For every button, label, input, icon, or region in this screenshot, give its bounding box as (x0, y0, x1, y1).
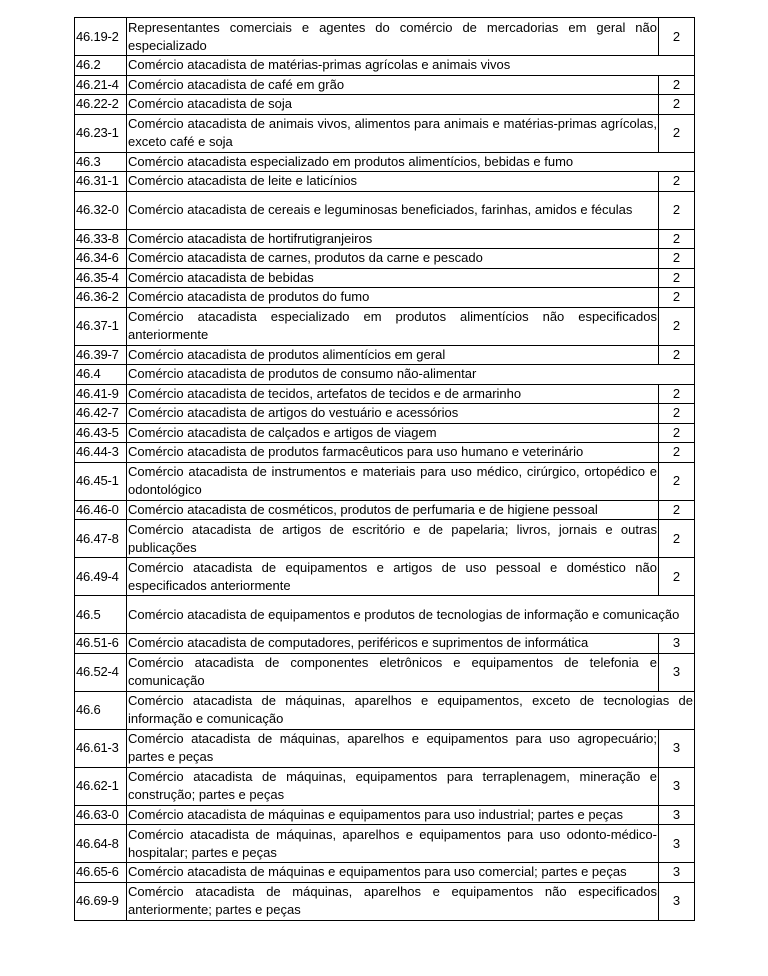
activity-code: 46.62-1 (75, 767, 127, 805)
activity-description: Comércio atacadista de componentes eletrônicos e equipamentos de telefonia e comunicação (127, 653, 659, 691)
table-row (75, 653, 695, 691)
risk-level: 3 (659, 653, 695, 691)
activity-description: Comércio atacadista de instrumentos e materiais para uso médico, cirúrgico, ortopédico e odontológico (127, 462, 659, 500)
risk-level: 2 (659, 229, 695, 249)
activity-code: 46.47-8 (75, 520, 127, 558)
activity-code: 46.42-7 (75, 404, 127, 424)
table-row (75, 229, 695, 249)
activity-code: 46.32-0 (75, 191, 127, 229)
activity-description: Comércio atacadista de máquinas, aparelhos e equipamentos, exceto de tecnologias de informação e comunicação (127, 691, 695, 729)
activity-description: Comércio atacadista de máquinas, aparelhos e equipamentos para uso agropecuário; partes e peças (127, 729, 659, 767)
table-row (75, 634, 695, 654)
activity-description: Comércio atacadista de bebidas (127, 268, 659, 288)
risk-level: 2 (659, 249, 695, 269)
table-row (75, 596, 695, 634)
activity-code: 46.34-6 (75, 249, 127, 269)
activity-description: Comércio atacadista de calçados e artigos de viagem (127, 423, 659, 443)
table-row (75, 95, 695, 115)
table-row (75, 152, 695, 172)
activity-code: 46.64-8 (75, 825, 127, 863)
risk-level: 2 (659, 558, 695, 596)
activity-code: 46.3 (75, 152, 127, 172)
activity-description: Comércio atacadista de equipamentos e produtos de tecnologias de informação e comunicação (127, 596, 695, 634)
table-row (75, 56, 695, 76)
activity-description: Comércio atacadista especializado em produtos alimentícios, bebidas e fumo (127, 152, 695, 172)
activity-code: 46.45-1 (75, 462, 127, 500)
risk-level: 2 (659, 462, 695, 500)
risk-level: 2 (659, 500, 695, 520)
activity-description: Comércio atacadista de artigos de escritório e de papelaria; livros, jornais e outras publicações (127, 520, 659, 558)
risk-level: 2 (659, 443, 695, 463)
activity-description: Comércio atacadista de produtos alimentícios em geral (127, 345, 659, 365)
activity-description: Representantes comerciais e agentes do comércio de mercadorias em geral não especializado (127, 18, 659, 56)
activity-code: 46.21-4 (75, 75, 127, 95)
activity-code: 46.2 (75, 56, 127, 76)
risk-level: 2 (659, 75, 695, 95)
activity-description: Comércio atacadista de animais vivos, alimentos para animais e matérias-primas agrícolas, exceto café e soja (127, 114, 659, 152)
activity-description: Comércio atacadista de produtos do fumo (127, 288, 659, 308)
risk-level: 2 (659, 345, 695, 365)
activity-code: 46.63-0 (75, 805, 127, 825)
table-row (75, 882, 695, 920)
activity-code: 46.44-3 (75, 443, 127, 463)
risk-level: 2 (659, 404, 695, 424)
table-row (75, 114, 695, 152)
risk-level: 2 (659, 95, 695, 115)
activity-description: Comércio atacadista de café em grão (127, 75, 659, 95)
risk-level: 3 (659, 729, 695, 767)
risk-level: 2 (659, 520, 695, 558)
activity-description: Comércio atacadista de computadores, periféricos e suprimentos de informática (127, 634, 659, 654)
table-row (75, 18, 695, 56)
risk-level: 3 (659, 805, 695, 825)
activity-code: 46.37-1 (75, 307, 127, 345)
table-body (75, 18, 695, 921)
activity-description: Comércio atacadista de cosméticos, produtos de perfumaria e de higiene pessoal (127, 500, 659, 520)
document-page (74, 17, 694, 921)
activity-code: 46.43-5 (75, 423, 127, 443)
activity-code: 46.52-4 (75, 653, 127, 691)
table-row (75, 729, 695, 767)
table-row (75, 288, 695, 308)
table-row (75, 384, 695, 404)
risk-level: 3 (659, 882, 695, 920)
activity-code: 46.22-2 (75, 95, 127, 115)
activity-description: Comércio atacadista de produtos de consumo não-alimentar (127, 365, 695, 385)
activity-description: Comércio atacadista de máquinas, aparelhos e equipamentos não especificados anteriormente; partes e peças (127, 882, 659, 920)
activity-code: 46.6 (75, 691, 127, 729)
table-row (75, 500, 695, 520)
risk-level: 2 (659, 288, 695, 308)
activity-code: 46.33-8 (75, 229, 127, 249)
activity-code: 46.46-0 (75, 500, 127, 520)
activity-code: 46.41-9 (75, 384, 127, 404)
table-row (75, 558, 695, 596)
risk-level: 3 (659, 863, 695, 883)
table-row (75, 423, 695, 443)
risk-level: 2 (659, 307, 695, 345)
table-row (75, 268, 695, 288)
activity-description: Comércio atacadista de artigos do vestuário e acessórios (127, 404, 659, 424)
activity-description: Comércio atacadista de carnes, produtos da carne e pescado (127, 249, 659, 269)
table-row (75, 520, 695, 558)
activity-description: Comércio atacadista de matérias-primas agrícolas e animais vivos (127, 56, 695, 76)
activity-description: Comércio atacadista de soja (127, 95, 659, 115)
risk-level: 2 (659, 423, 695, 443)
table-row (75, 825, 695, 863)
activity-code: 46.65-6 (75, 863, 127, 883)
table-row (75, 345, 695, 365)
activity-code: 46.61-3 (75, 729, 127, 767)
activity-code: 46.69-9 (75, 882, 127, 920)
activity-description: Comércio atacadista de máquinas e equipamentos para uso comercial; partes e peças (127, 863, 659, 883)
activity-code: 46.23-1 (75, 114, 127, 152)
activity-code: 46.36-2 (75, 288, 127, 308)
table-row (75, 805, 695, 825)
activity-description: Comércio atacadista especializado em produtos alimentícios não especificados anteriormente (127, 307, 659, 345)
activity-code: 46.5 (75, 596, 127, 634)
table-row (75, 191, 695, 229)
activity-code: 46.49-4 (75, 558, 127, 596)
table-row (75, 462, 695, 500)
table-row (75, 691, 695, 729)
table-row (75, 172, 695, 192)
activity-description: Comércio atacadista de equipamentos e artigos de uso pessoal e doméstico não especificados anteriormente (127, 558, 659, 596)
risk-level: 3 (659, 825, 695, 863)
activity-description: Comércio atacadista de máquinas, aparelhos e equipamentos para uso odonto-médico- hospitalar; partes e peças (127, 825, 659, 863)
activity-code: 46.51-6 (75, 634, 127, 654)
activity-code: 46.31-1 (75, 172, 127, 192)
activity-description: Comércio atacadista de cereais e leguminosas beneficiados, farinhas, amidos e féculas (127, 191, 659, 229)
activity-description: Comércio atacadista de máquinas e equipamentos para uso industrial; partes e peças (127, 805, 659, 825)
table-row (75, 307, 695, 345)
activity-code: 46.4 (75, 365, 127, 385)
table-row (75, 249, 695, 269)
table-row (75, 767, 695, 805)
risk-level: 2 (659, 268, 695, 288)
activity-description: Comércio atacadista de produtos farmacêuticos para uso humano e veterinário (127, 443, 659, 463)
cnae-activity-table (74, 17, 695, 921)
activity-code: 46.35-4 (75, 268, 127, 288)
risk-level: 2 (659, 18, 695, 56)
table-row (75, 365, 695, 385)
risk-level: 2 (659, 114, 695, 152)
activity-description: Comércio atacadista de máquinas, equipamentos para terraplenagem, mineração e construção; partes e peças (127, 767, 659, 805)
table-row (75, 443, 695, 463)
activity-code: 46.39-7 (75, 345, 127, 365)
table-row (75, 863, 695, 883)
risk-level: 2 (659, 191, 695, 229)
table-row (75, 75, 695, 95)
risk-level: 2 (659, 384, 695, 404)
risk-level: 2 (659, 172, 695, 192)
activity-code: 46.19-2 (75, 18, 127, 56)
activity-description: Comércio atacadista de tecidos, artefatos de tecidos e de armarinho (127, 384, 659, 404)
activity-description: Comércio atacadista de hortifrutigranjeiros (127, 229, 659, 249)
risk-level: 3 (659, 634, 695, 654)
risk-level: 3 (659, 767, 695, 805)
table-row (75, 404, 695, 424)
activity-description: Comércio atacadista de leite e laticínios (127, 172, 659, 192)
